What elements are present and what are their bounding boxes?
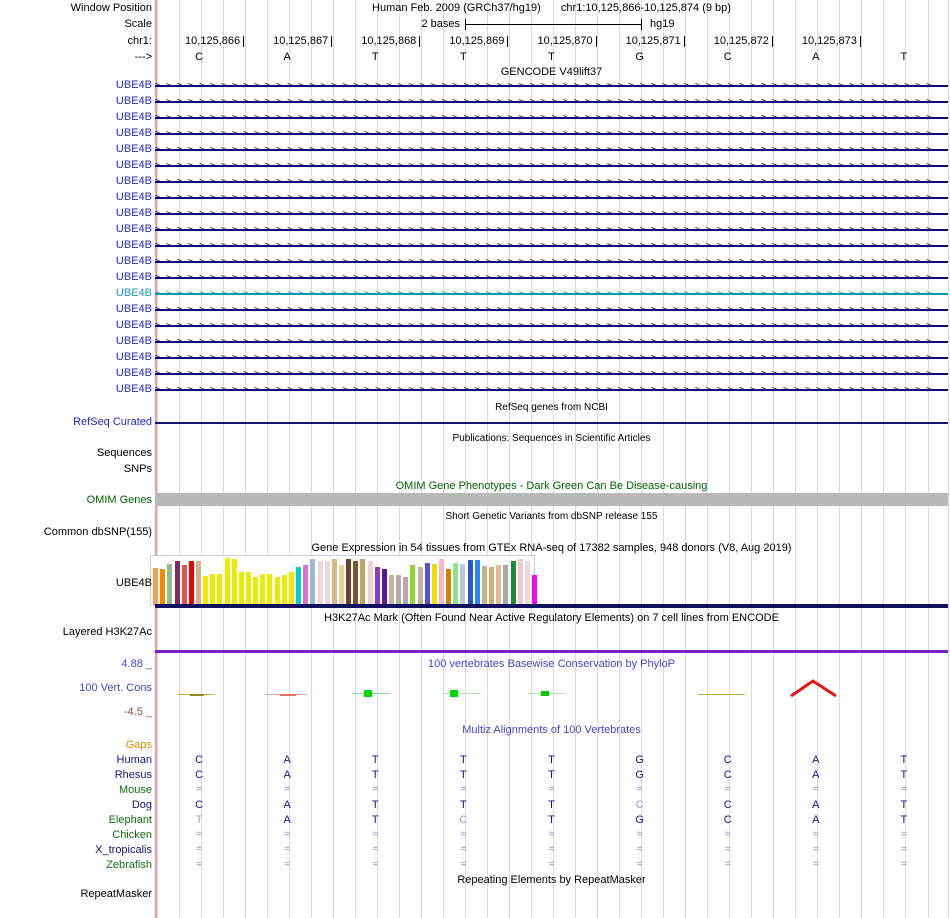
gtex-tissue-bar[interactable] bbox=[346, 559, 351, 605]
alignment-base[interactable]: = bbox=[460, 784, 467, 795]
position-range: chr1:10,125,866-10,125,874 (9 bp) bbox=[560, 2, 731, 14]
multiz-species-label[interactable]: Elephant bbox=[108, 814, 152, 826]
alignment-base[interactable]: A bbox=[812, 814, 820, 826]
gtex-tissue-bar[interactable] bbox=[482, 566, 487, 605]
phylop-score-line[interactable] bbox=[280, 694, 296, 696]
publications-snps-label[interactable]: SNPs bbox=[123, 463, 152, 475]
multiz-species-label[interactable]: Dog bbox=[131, 799, 152, 811]
alignment-base[interactable]: = bbox=[548, 784, 555, 795]
gencode-strand-arrows[interactable]: >>>>>>>>>>>>>>>>>>>>>>>>>>>>>>>>>>>>>>>>>>>>>>>>>>>>>>>>>>>>>>>>>>>>>>> bbox=[155, 321, 938, 331]
alignment-base[interactable]: C bbox=[723, 799, 732, 811]
coordinate-label: 10,125,868 bbox=[361, 35, 417, 47]
dbsnp-track-label[interactable]: Common dbSNP(155) bbox=[43, 526, 152, 538]
alignment-base[interactable]: = bbox=[636, 829, 643, 840]
gencode-transcript-label[interactable]: UBE4B bbox=[115, 367, 152, 379]
gtex-tissue-bar[interactable] bbox=[189, 561, 194, 605]
gtex-tissue-bar[interactable] bbox=[403, 577, 408, 605]
scale-value: 2 bases bbox=[421, 18, 460, 30]
gtex-tissue-bar[interactable] bbox=[432, 564, 437, 605]
gencode-strand-arrows[interactable]: >>>>>>>>>>>>>>>>>>>>>>>>>>>>>>>>>>>>>>>>>>>>>>>>>>>>>>>>>>>>>>>>>>>>>>> bbox=[155, 129, 938, 139]
gencode-strand-arrows[interactable]: >>>>>>>>>>>>>>>>>>>>>>>>>>>>>>>>>>>>>>>>>>>>>>>>>>>>>>>>>>>>>>>>>>>>>>> bbox=[155, 225, 938, 235]
alignment-base[interactable]: = bbox=[372, 784, 379, 795]
gencode-strand-arrows[interactable]: >>>>>>>>>>>>>>>>>>>>>>>>>>>>>>>>>>>>>>>>>>>>>>>>>>>>>>>>>>>>>>>>>>>>>>> bbox=[155, 273, 938, 283]
alignment-base[interactable]: T bbox=[460, 799, 467, 811]
genome-build-label: hg19 bbox=[650, 18, 675, 30]
coordinate-label: 10,125,871 bbox=[625, 35, 681, 47]
conservation-track-label[interactable]: 100 Vert. Cons bbox=[79, 682, 152, 694]
alignment-base[interactable]: G bbox=[635, 769, 644, 781]
gtex-tissue-bar[interactable] bbox=[203, 576, 208, 605]
gencode-transcript-label[interactable]: UBE4B bbox=[115, 223, 152, 235]
gencode-transcript-label[interactable]: UBE4B bbox=[115, 303, 152, 315]
coordinate-label: 10,125,869 bbox=[449, 35, 505, 47]
alignment-base[interactable]: A bbox=[812, 799, 820, 811]
gtex-baseline bbox=[155, 604, 948, 608]
gtex-tissue-bar[interactable] bbox=[525, 561, 530, 605]
alignment-base[interactable]: A bbox=[812, 769, 820, 781]
gencode-strand-arrows[interactable]: >>>>>>>>>>>>>>>>>>>>>>>>>>>>>>>>>>>>>>>>>>>>>>>>>>>>>>>>>>>>>>>>>>>>>>> bbox=[155, 257, 938, 267]
h3k27ac-signal-line[interactable] bbox=[155, 650, 948, 653]
gtex-tissue-bar[interactable] bbox=[503, 565, 508, 605]
coordinate-tick bbox=[596, 36, 597, 47]
gencode-strand-arrows[interactable]: >>>>>>>>>>>>>>>>>>>>>>>>>>>>>>>>>>>>>>>>>>>>>>>>>>>>>>>>>>>>>>>>>>>>>>> bbox=[155, 337, 938, 347]
alignment-base[interactable]: C bbox=[195, 769, 204, 781]
phylop-score-line[interactable] bbox=[190, 694, 204, 696]
alignment-base[interactable]: = bbox=[636, 784, 643, 795]
alignment-base[interactable]: = bbox=[196, 829, 203, 840]
gencode-transcript-label[interactable]: UBE4B bbox=[115, 271, 152, 283]
gtex-expression-chart[interactable] bbox=[150, 555, 535, 606]
phylop-negative-peak[interactable] bbox=[788, 678, 839, 699]
coordinate-tick bbox=[507, 36, 508, 47]
gtex-tissue-bar[interactable] bbox=[418, 567, 423, 605]
alignment-base[interactable]: = bbox=[548, 859, 555, 870]
alignment-base[interactable]: T bbox=[371, 814, 379, 826]
alignment-base[interactable]: G bbox=[635, 754, 644, 766]
gencode-strand-arrows[interactable]: >>>>>>>>>>>>>>>>>>>>>>>>>>>>>>>>>>>>>>>>>>>>>>>>>>>>>>>>>>>>>>>>>>>>>>> bbox=[155, 353, 938, 363]
publications-track-title: Publications: Sequences in Scientific Articles bbox=[452, 433, 651, 444]
strand-direction-label: ---> bbox=[134, 51, 152, 63]
window-position-label: Window Position bbox=[70, 2, 152, 14]
gtex-tissue-bar[interactable] bbox=[368, 561, 373, 605]
gtex-gene-label[interactable]: UBE4B bbox=[115, 577, 152, 589]
gtex-tissue-bar[interactable] bbox=[339, 565, 344, 605]
alignment-base[interactable]: = bbox=[284, 844, 291, 855]
gtex-track-title: Gene Expression in 54 tissues from GTEx RNA-seq of 17382 samples, 948 donors (V8, Aug 2019) bbox=[311, 542, 792, 554]
gtex-tissue-bar[interactable] bbox=[511, 561, 516, 605]
gtex-tissue-bar[interactable] bbox=[360, 559, 365, 605]
alignment-base[interactable]: T bbox=[548, 814, 555, 826]
alignment-base[interactable]: = bbox=[900, 829, 907, 840]
multiz-species-label[interactable]: Zebrafish bbox=[106, 859, 152, 871]
gtex-tissue-bar[interactable] bbox=[468, 560, 473, 605]
scale-bar bbox=[465, 24, 642, 25]
sequence-base: T bbox=[900, 51, 908, 63]
alignment-base[interactable]: = bbox=[196, 784, 203, 795]
multiz-track-title: Multiz Alignments of 100 Vertebrates bbox=[462, 724, 641, 736]
alignment-base[interactable]: = bbox=[812, 829, 819, 840]
multiz-species-label[interactable]: Rhesus bbox=[114, 769, 152, 781]
gtex-tissue-bar[interactable] bbox=[489, 567, 494, 605]
gtex-tissue-bar[interactable] bbox=[275, 577, 280, 605]
repeatmasker-track-title: Repeating Elements by RepeatMasker bbox=[457, 874, 646, 886]
omim-genes-label[interactable]: OMIM Genes bbox=[86, 494, 152, 506]
conservation-track-title: 100 vertebrates Basewise Conservation by PhyloP bbox=[427, 658, 676, 670]
gtex-tissue-bar[interactable] bbox=[303, 565, 308, 605]
alignment-base[interactable]: C bbox=[723, 814, 732, 826]
gtex-tissue-bar[interactable] bbox=[446, 569, 451, 605]
gencode-strand-arrows[interactable]: >>>>>>>>>>>>>>>>>>>>>>>>>>>>>>>>>>>>>>>>>>>>>>>>>>>>>>>>>>>>>>>>>>>>>>> bbox=[155, 305, 938, 315]
sequence-base: A bbox=[283, 51, 291, 63]
phylop-positive-box[interactable] bbox=[450, 690, 458, 697]
alignment-base[interactable]: T bbox=[548, 799, 555, 811]
gencode-transcript-label[interactable]: UBE4B bbox=[115, 127, 152, 139]
gencode-transcript-label[interactable]: UBE4B bbox=[115, 383, 152, 395]
gencode-strand-arrows[interactable]: >>>>>>>>>>>>>>>>>>>>>>>>>>>>>>>>>>>>>>>>>>>>>>>>>>>>>>>>>>>>>>>>>>>>>>> bbox=[155, 193, 938, 203]
alignment-base[interactable]: = bbox=[372, 844, 379, 855]
alignment-base[interactable]: T bbox=[548, 754, 555, 766]
gencode-strand-arrows[interactable]: >>>>>>>>>>>>>>>>>>>>>>>>>>>>>>>>>>>>>>>>>>>>>>>>>>>>>>>>>>>>>>>>>>>>>>> bbox=[155, 369, 938, 379]
gencode-transcript-label[interactable]: UBE4B bbox=[115, 191, 152, 203]
sequence-base: T bbox=[548, 51, 555, 63]
gtex-tissue-bar[interactable] bbox=[396, 575, 401, 605]
coordinate-label: 10,125,870 bbox=[537, 35, 593, 47]
gtex-tissue-bar[interactable] bbox=[225, 558, 230, 605]
assembly-name: Human Feb. 2009 (GRCh37/hg19) bbox=[372, 2, 541, 14]
sequence-base: T bbox=[371, 51, 379, 63]
coordinate-tick bbox=[860, 36, 861, 47]
gtex-tissue-bar[interactable] bbox=[310, 559, 315, 605]
gtex-tissue-bar[interactable] bbox=[196, 561, 201, 605]
gtex-tissue-bar[interactable] bbox=[175, 561, 180, 605]
gencode-transcript-label[interactable]: UBE4B bbox=[115, 159, 152, 171]
sequence-base: G bbox=[635, 51, 644, 63]
phylop-positive-box[interactable] bbox=[364, 690, 372, 697]
gtex-tissue-bar[interactable] bbox=[375, 567, 380, 605]
conservation-max-value: 4.88 _ bbox=[121, 658, 152, 670]
gencode-strand-arrows[interactable]: >>>>>>>>>>>>>>>>>>>>>>>>>>>>>>>>>>>>>>>>>>>>>>>>>>>>>>>>>>>>>>>>>>>>>>> bbox=[155, 81, 938, 91]
multiz-gaps-label[interactable]: Gaps bbox=[125, 739, 152, 751]
publications-sequences-label[interactable]: Sequences bbox=[96, 447, 152, 459]
gtex-tissue-bar[interactable] bbox=[239, 572, 244, 605]
gtex-tissue-bar[interactable] bbox=[439, 559, 444, 605]
gtex-tissue-bar[interactable] bbox=[267, 574, 272, 605]
gencode-transcript-label[interactable]: UBE4B bbox=[115, 207, 152, 219]
gtex-tissue-bar[interactable] bbox=[289, 572, 294, 605]
alignment-base[interactable]: T bbox=[460, 769, 467, 781]
gtex-tissue-bar[interactable] bbox=[453, 563, 458, 605]
gtex-tissue-bar[interactable] bbox=[532, 575, 537, 605]
alignment-base[interactable]: C bbox=[459, 814, 468, 826]
gencode-transcript-label[interactable]: UBE4B bbox=[115, 175, 152, 187]
sequence-base: C bbox=[723, 51, 732, 63]
alignment-base[interactable]: = bbox=[636, 844, 643, 855]
gencode-transcript-label[interactable]: UBE4B bbox=[115, 287, 152, 299]
gtex-tissue-bar[interactable] bbox=[325, 561, 330, 605]
gencode-strand-arrows[interactable]: >>>>>>>>>>>>>>>>>>>>>>>>>>>>>>>>>>>>>>>>>>>>>>>>>>>>>>>>>>>>>>>>>>>>>>> bbox=[155, 161, 938, 171]
gencode-strand-arrows[interactable]: >>>>>>>>>>>>>>>>>>>>>>>>>>>>>>>>>>>>>>>>>>>>>>>>>>>>>>>>>>>>>>>>>>>>>>> bbox=[155, 145, 938, 155]
phylop-score-line[interactable] bbox=[443, 693, 480, 694]
alignment-base[interactable]: C bbox=[195, 754, 204, 766]
gencode-transcript-label[interactable]: UBE4B bbox=[115, 143, 152, 155]
gencode-transcript-label[interactable]: UBE4B bbox=[115, 95, 152, 107]
gtex-tissue-bar[interactable] bbox=[246, 572, 251, 605]
gtex-tissue-bar[interactable] bbox=[260, 574, 265, 605]
repeatmasker-track-label[interactable]: RepeatMasker bbox=[80, 888, 152, 900]
alignment-base[interactable]: T bbox=[900, 799, 908, 811]
alignment-base[interactable]: = bbox=[548, 829, 555, 840]
scale-label: Scale bbox=[124, 18, 152, 30]
multiz-species-label[interactable]: Mouse bbox=[118, 784, 152, 796]
coordinate-tick bbox=[772, 36, 773, 47]
alignment-base[interactable]: A bbox=[283, 799, 291, 811]
sequence-base: A bbox=[812, 51, 820, 63]
gtex-tissue-bar[interactable] bbox=[460, 564, 465, 605]
coordinate-tick bbox=[684, 36, 685, 47]
gencode-strand-arrows[interactable]: >>>>>>>>>>>>>>>>>>>>>>>>>>>>>>>>>>>>>>>>>>>>>>>>>>>>>>>>>>>>>>>>>>>>>>> bbox=[155, 113, 938, 123]
gtex-tissue-bar[interactable] bbox=[389, 575, 394, 605]
alignment-base[interactable]: = bbox=[812, 844, 819, 855]
phylop-score-line[interactable] bbox=[698, 694, 745, 695]
gencode-strand-arrows[interactable]: >>>>>>>>>>>>>>>>>>>>>>>>>>>>>>>>>>>>>>>>>>>>>>>>>>>>>>>>>>>>>>>>>>>>>>> bbox=[155, 289, 938, 299]
multiz-species-label[interactable]: Human bbox=[116, 754, 152, 766]
alignment-base[interactable]: = bbox=[196, 859, 203, 870]
alignment-base[interactable]: = bbox=[900, 859, 907, 870]
h3k27ac-track-title: H3K27Ac Mark (Often Found Near Active Regulatory Elements) on 7 cell lines from ENCODE bbox=[324, 612, 779, 624]
gencode-transcript-label[interactable]: UBE4B bbox=[115, 351, 152, 363]
gtex-tissue-bar[interactable] bbox=[210, 574, 215, 605]
gencode-transcript-label[interactable]: UBE4B bbox=[115, 319, 152, 331]
alignment-base[interactable]: = bbox=[372, 829, 379, 840]
alignment-base[interactable]: T bbox=[548, 769, 555, 781]
sequence-base: T bbox=[460, 51, 467, 63]
gtex-tissue-bar[interactable] bbox=[332, 559, 337, 605]
alignment-base[interactable]: T bbox=[900, 769, 908, 781]
phylop-positive-box[interactable] bbox=[541, 691, 549, 696]
gencode-track-title: GENCODE V49lift37 bbox=[500, 66, 603, 78]
alignment-base[interactable]: = bbox=[460, 829, 467, 840]
alignment-base[interactable]: = bbox=[372, 859, 379, 870]
omim-track-title: OMIM Gene Phenotypes - Dark Green Can Be Disease-causing bbox=[395, 480, 708, 492]
refseq-curated-label[interactable]: RefSeq Curated bbox=[73, 416, 152, 428]
alignment-base[interactable]: C bbox=[195, 799, 204, 811]
refseq-curated-feature[interactable] bbox=[155, 422, 948, 424]
alignment-base[interactable]: C bbox=[723, 769, 732, 781]
gtex-tissue-bar[interactable] bbox=[318, 561, 323, 605]
coordinate-tick bbox=[419, 36, 420, 47]
gtex-tissue-bar[interactable] bbox=[353, 561, 358, 605]
gtex-tissue-bar[interactable] bbox=[410, 565, 415, 605]
alignment-base[interactable]: = bbox=[284, 829, 291, 840]
alignment-base[interactable]: = bbox=[460, 844, 467, 855]
gencode-transcript-label[interactable]: UBE4B bbox=[115, 335, 152, 347]
gencode-strand-arrows[interactable]: >>>>>>>>>>>>>>>>>>>>>>>>>>>>>>>>>>>>>>>>>>>>>>>>>>>>>>>>>>>>>>>>>>>>>>> bbox=[155, 177, 938, 187]
coordinate-label: 10,125,872 bbox=[713, 35, 769, 47]
alignment-base[interactable]: = bbox=[284, 784, 291, 795]
gencode-transcript-label[interactable]: UBE4B bbox=[115, 255, 152, 267]
coordinate-label: 10,125,873 bbox=[801, 35, 857, 47]
alignment-base[interactable]: = bbox=[548, 844, 555, 855]
alignment-base[interactable]: = bbox=[636, 859, 643, 870]
alignment-base[interactable]: = bbox=[900, 844, 907, 855]
alignment-base[interactable]: = bbox=[812, 784, 819, 795]
coordinate-label: 10,125,867 bbox=[273, 35, 329, 47]
gtex-tissue-bar[interactable] bbox=[167, 564, 172, 605]
gencode-transcript-label[interactable]: UBE4B bbox=[115, 79, 152, 91]
gencode-strand-arrows[interactable]: >>>>>>>>>>>>>>>>>>>>>>>>>>>>>>>>>>>>>>>>>>>>>>>>>>>>>>>>>>>>>>>>>>>>>>> bbox=[155, 97, 938, 107]
h3k27ac-track-label[interactable]: Layered H3K27Ac bbox=[62, 626, 152, 638]
alignment-base[interactable]: T bbox=[371, 799, 379, 811]
multiz-species-label[interactable]: X_tropicalis bbox=[95, 844, 152, 856]
gtex-tissue-bar[interactable] bbox=[253, 577, 258, 605]
coordinate-tick bbox=[243, 36, 244, 47]
scale-bar-left-tick bbox=[465, 19, 466, 30]
dbsnp-track-title: Short Genetic Variants from dbSNP release 155 bbox=[445, 511, 658, 522]
alignment-base[interactable]: T bbox=[900, 814, 908, 826]
gtex-tissue-bar[interactable] bbox=[160, 569, 165, 605]
gencode-strand-arrows[interactable]: >>>>>>>>>>>>>>>>>>>>>>>>>>>>>>>>>>>>>>>>>>>>>>>>>>>>>>>>>>>>>>>>>>>>>>> bbox=[155, 385, 938, 395]
alignment-base[interactable]: C bbox=[635, 799, 644, 811]
alignment-base[interactable]: T bbox=[195, 814, 203, 826]
alignment-base[interactable]: T bbox=[371, 754, 379, 766]
alignment-base[interactable]: = bbox=[724, 829, 731, 840]
gencode-strand-arrows[interactable]: >>>>>>>>>>>>>>>>>>>>>>>>>>>>>>>>>>>>>>>>>>>>>>>>>>>>>>>>>>>>>>>>>>>>>>> bbox=[155, 209, 938, 219]
refseq-track-title: RefSeq genes from NCBI bbox=[495, 402, 608, 413]
gtex-tissue-bar[interactable] bbox=[518, 559, 523, 605]
alignment-base[interactable]: = bbox=[196, 844, 203, 855]
alignment-base[interactable]: = bbox=[724, 859, 731, 870]
gtex-tissue-bar[interactable] bbox=[475, 560, 480, 605]
gtex-tissue-bar[interactable] bbox=[153, 568, 158, 605]
gtex-tissue-bar[interactable] bbox=[232, 559, 237, 605]
gencode-strand-arrows[interactable]: >>>>>>>>>>>>>>>>>>>>>>>>>>>>>>>>>>>>>>>>>>>>>>>>>>>>>>>>>>>>>>>>>>>>>>> bbox=[155, 241, 938, 251]
scale-bar-right-tick bbox=[641, 19, 642, 30]
alignment-base[interactable]: A bbox=[812, 754, 820, 766]
gtex-tissue-bar[interactable] bbox=[496, 565, 501, 605]
gtex-tissue-bar[interactable] bbox=[425, 563, 430, 605]
gencode-transcript-label[interactable]: UBE4B bbox=[115, 111, 152, 123]
gtex-tissue-bar[interactable] bbox=[282, 575, 287, 605]
gencode-transcript-label[interactable]: UBE4B bbox=[115, 239, 152, 251]
gtex-tissue-bar[interactable] bbox=[217, 574, 222, 605]
gtex-tissue-bar[interactable] bbox=[182, 565, 187, 605]
alignment-base[interactable]: A bbox=[283, 754, 291, 766]
alignment-base[interactable]: A bbox=[283, 814, 291, 826]
alignment-base[interactable]: T bbox=[900, 754, 908, 766]
alignment-base[interactable]: = bbox=[724, 844, 731, 855]
alignment-base[interactable]: = bbox=[900, 784, 907, 795]
sequence-base: C bbox=[195, 51, 204, 63]
coordinate-tick bbox=[331, 36, 332, 47]
alignment-base[interactable]: G bbox=[635, 814, 644, 826]
chrom-label: chr1: bbox=[127, 35, 152, 47]
multiz-species-label[interactable]: Chicken bbox=[112, 829, 152, 841]
gtex-tissue-bar[interactable] bbox=[382, 569, 387, 605]
coordinate-label: 10,125,866 bbox=[185, 35, 241, 47]
alignment-base[interactable]: = bbox=[812, 859, 819, 870]
alignment-base[interactable]: T bbox=[371, 769, 379, 781]
window-position-header bbox=[155, 2, 948, 14]
gtex-tissue-bar[interactable] bbox=[296, 567, 301, 605]
alignment-base[interactable]: = bbox=[724, 784, 731, 795]
alignment-base[interactable]: T bbox=[460, 754, 467, 766]
alignment-base[interactable]: = bbox=[284, 859, 291, 870]
alignment-base[interactable]: = bbox=[460, 859, 467, 870]
omim-gene-feature-bar[interactable] bbox=[155, 493, 948, 506]
gridline bbox=[948, 0, 949, 918]
alignment-base[interactable]: A bbox=[283, 769, 291, 781]
alignment-base[interactable]: C bbox=[723, 754, 732, 766]
conservation-min-value: -4.5 _ bbox=[123, 706, 152, 718]
